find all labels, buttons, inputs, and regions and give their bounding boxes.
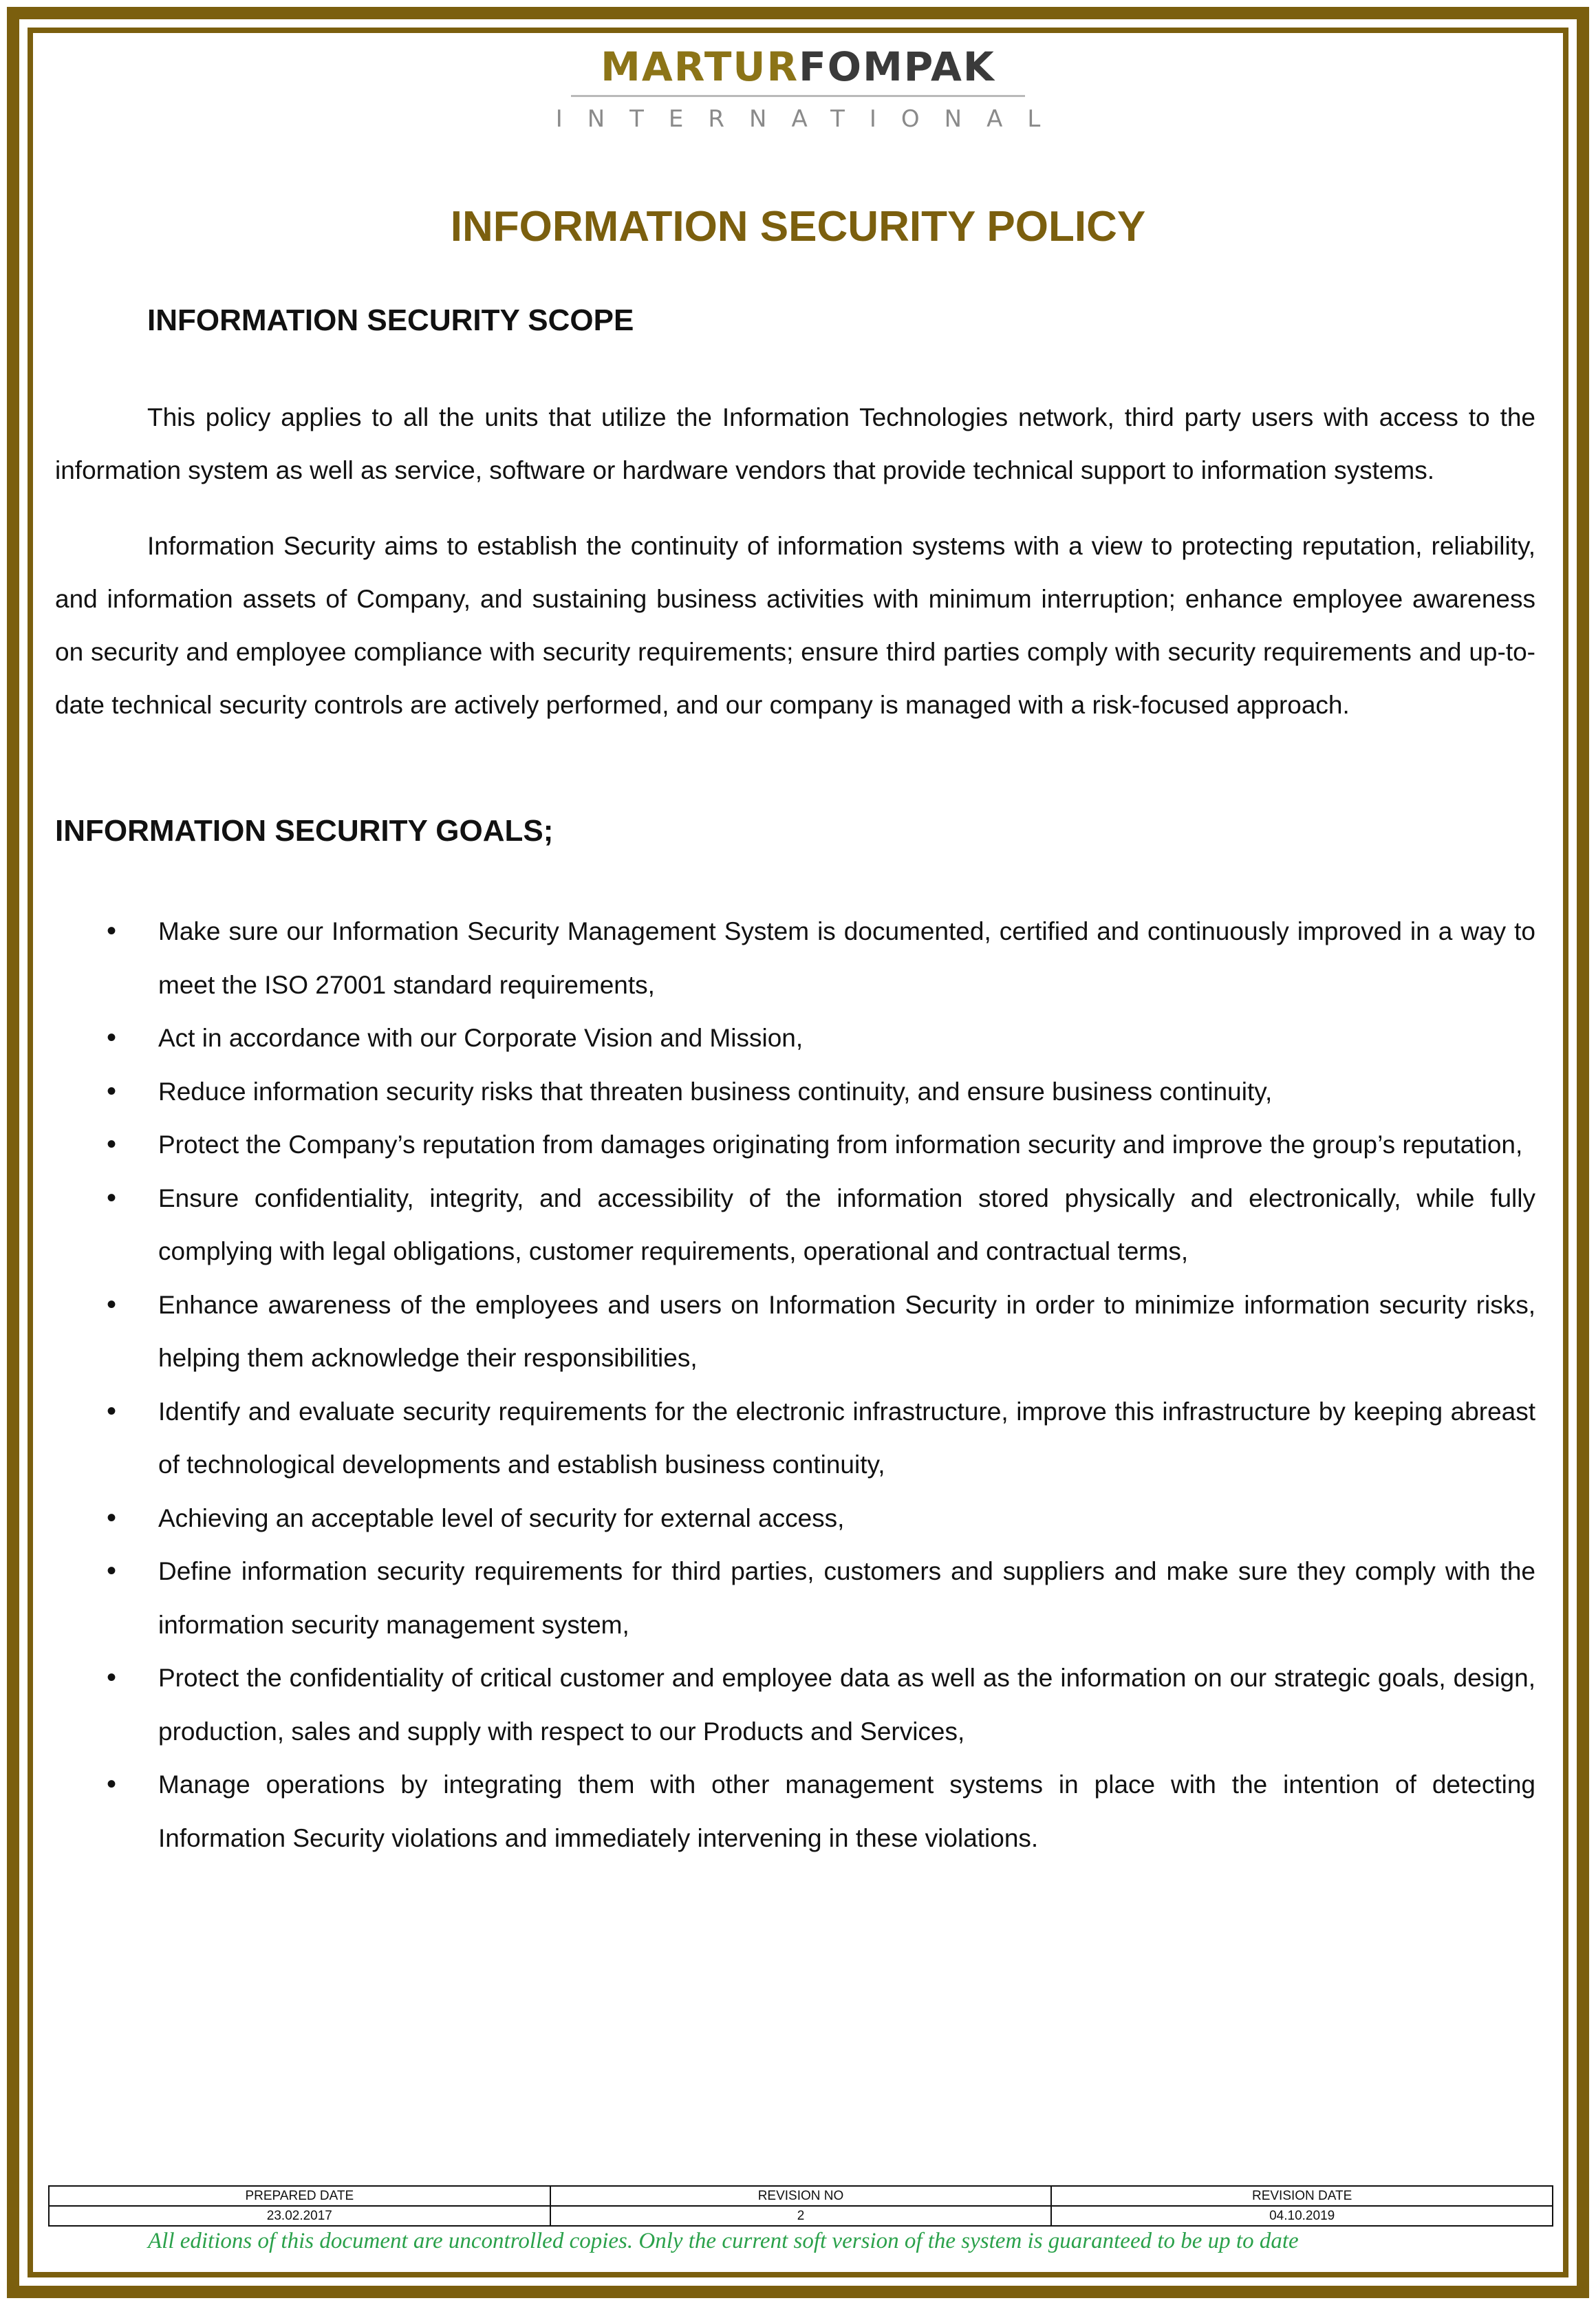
- revision-no-header: REVISION NO: [550, 2186, 1052, 2206]
- table-row: [49, 2186, 1553, 2206]
- logo-wordmark: [0, 43, 1596, 91]
- prepared-date-header: PREPARED DATE: [49, 2186, 550, 2206]
- list-item: [55, 1118, 1535, 1172]
- revision-date-header: REVISION DATE: [1051, 2186, 1553, 2206]
- logo-divider: [571, 95, 1025, 97]
- bullet-icon: •: [107, 1395, 117, 1426]
- goal-text: Reduce information security risks that threaten business continuity, and ensure business continuity,: [158, 1077, 1273, 1106]
- goal-text: Protect the Company’s reputation from damages originating from information security and improve the group’s reputation,: [158, 1130, 1523, 1159]
- list-item: [55, 1385, 1535, 1492]
- bullet-icon: •: [107, 1769, 117, 1799]
- goal-text: Act in accordance with our Corporate Vision and Mission,: [158, 1024, 804, 1052]
- revision-date-value: 04.10.2019: [1051, 2206, 1553, 2226]
- logo-subtitle: INTERNATIONAL: [555, 105, 1066, 133]
- list-item: [55, 905, 1535, 1011]
- bullet-icon: •: [107, 1075, 117, 1106]
- bullet-icon: •: [107, 1556, 117, 1586]
- list-item: [55, 1492, 1535, 1545]
- document-title: INFORMATION SECURITY POLICY: [450, 203, 1146, 250]
- goal-text: Achieving an acceptable level of security for external access,: [158, 1503, 845, 1532]
- bullet-icon: •: [107, 1129, 117, 1159]
- list-item: [55, 1065, 1535, 1119]
- bullet-icon: •: [107, 1182, 117, 1213]
- list-item: [55, 1545, 1535, 1651]
- goal-text: Protect the confidentiality of critical customer and employee data as well as the information on our strategic goals, design, production, sales and supply with respect to our Products and Services,: [158, 1664, 1535, 1746]
- revision-table: [48, 2185, 1553, 2227]
- revision-no-value: 2: [550, 2206, 1052, 2226]
- list-item: [55, 1011, 1535, 1065]
- bullet-icon: •: [107, 1289, 117, 1320]
- logo-fompak: FOMPAK: [799, 43, 995, 90]
- logo-martur: MARTUR: [601, 43, 799, 90]
- goal-text: Enhance awareness of the employees and users on Information Security in order to minimize information security risks, helping them acknowledge their responsibilities,: [158, 1290, 1535, 1372]
- list-item: [55, 1651, 1535, 1758]
- prepared-date-value: 23.02.2017: [49, 2206, 550, 2226]
- scope-paragraph: This policy applies to all the units that utilize the Information Technologies network, third party users with access to the information system as well as service, software or hardware vendors that provide technical support to information systems.: [55, 403, 1535, 484]
- bullet-icon: •: [107, 916, 117, 946]
- table-row: [49, 2206, 1553, 2226]
- goal-text: Define information security requirements for third parties, customers and suppliers and make sure they comply with the information security management system,: [158, 1557, 1535, 1639]
- bullet-icon: •: [107, 1662, 117, 1693]
- scope-heading: INFORMATION SECURITY SCOPE: [147, 303, 634, 337]
- goal-text: Manage operations by integrating them with other management systems in place with the intention of detecting Information Security violations and immediately intervening in these violations.: [158, 1770, 1535, 1852]
- list-item: [55, 1278, 1535, 1385]
- scope-paragraph: Information Security aims to establish the continuity of information systems with a view to protecting reputation, reliability, and information assets of Company, and sustaining business activities with minimum interruption; enhance employee awareness on security and employee compliance with security requirements; ensure third parties comply with security requirements and up-to-date technical security controls are actively performed, and our company is managed with a risk-focused approach.: [55, 532, 1535, 719]
- goals-list: [55, 905, 1535, 1865]
- company-logo: [0, 43, 1596, 134]
- goal-text: Make sure our Information Security Management System is documented, certified and continuously improved in a way to meet the ISO 27001 standard requirements,: [158, 917, 1535, 999]
- goal-text: Ensure confidentiality, integrity, and accessibility of the information stored physically and electronically, while fully complying with legal obligations, customer requirements, operational and contractual terms,: [158, 1183, 1535, 1265]
- list-item: [55, 1172, 1535, 1278]
- bullet-icon: •: [107, 1502, 117, 1533]
- list-item: [55, 1758, 1535, 1865]
- uncontrolled-copy-note: All editions of this document are uncontrolled copies. Only the current soft version of the system is guaranteed to be up to date: [148, 2229, 1299, 2253]
- goals-heading: INFORMATION SECURITY GOALS;: [55, 814, 554, 848]
- bullet-icon: •: [107, 1022, 117, 1053]
- goal-text: Identify and evaluate security requirements for the electronic infrastructure, improve this infrastructure by keeping abreast of technological developments and establish business continuity,: [158, 1397, 1535, 1479]
